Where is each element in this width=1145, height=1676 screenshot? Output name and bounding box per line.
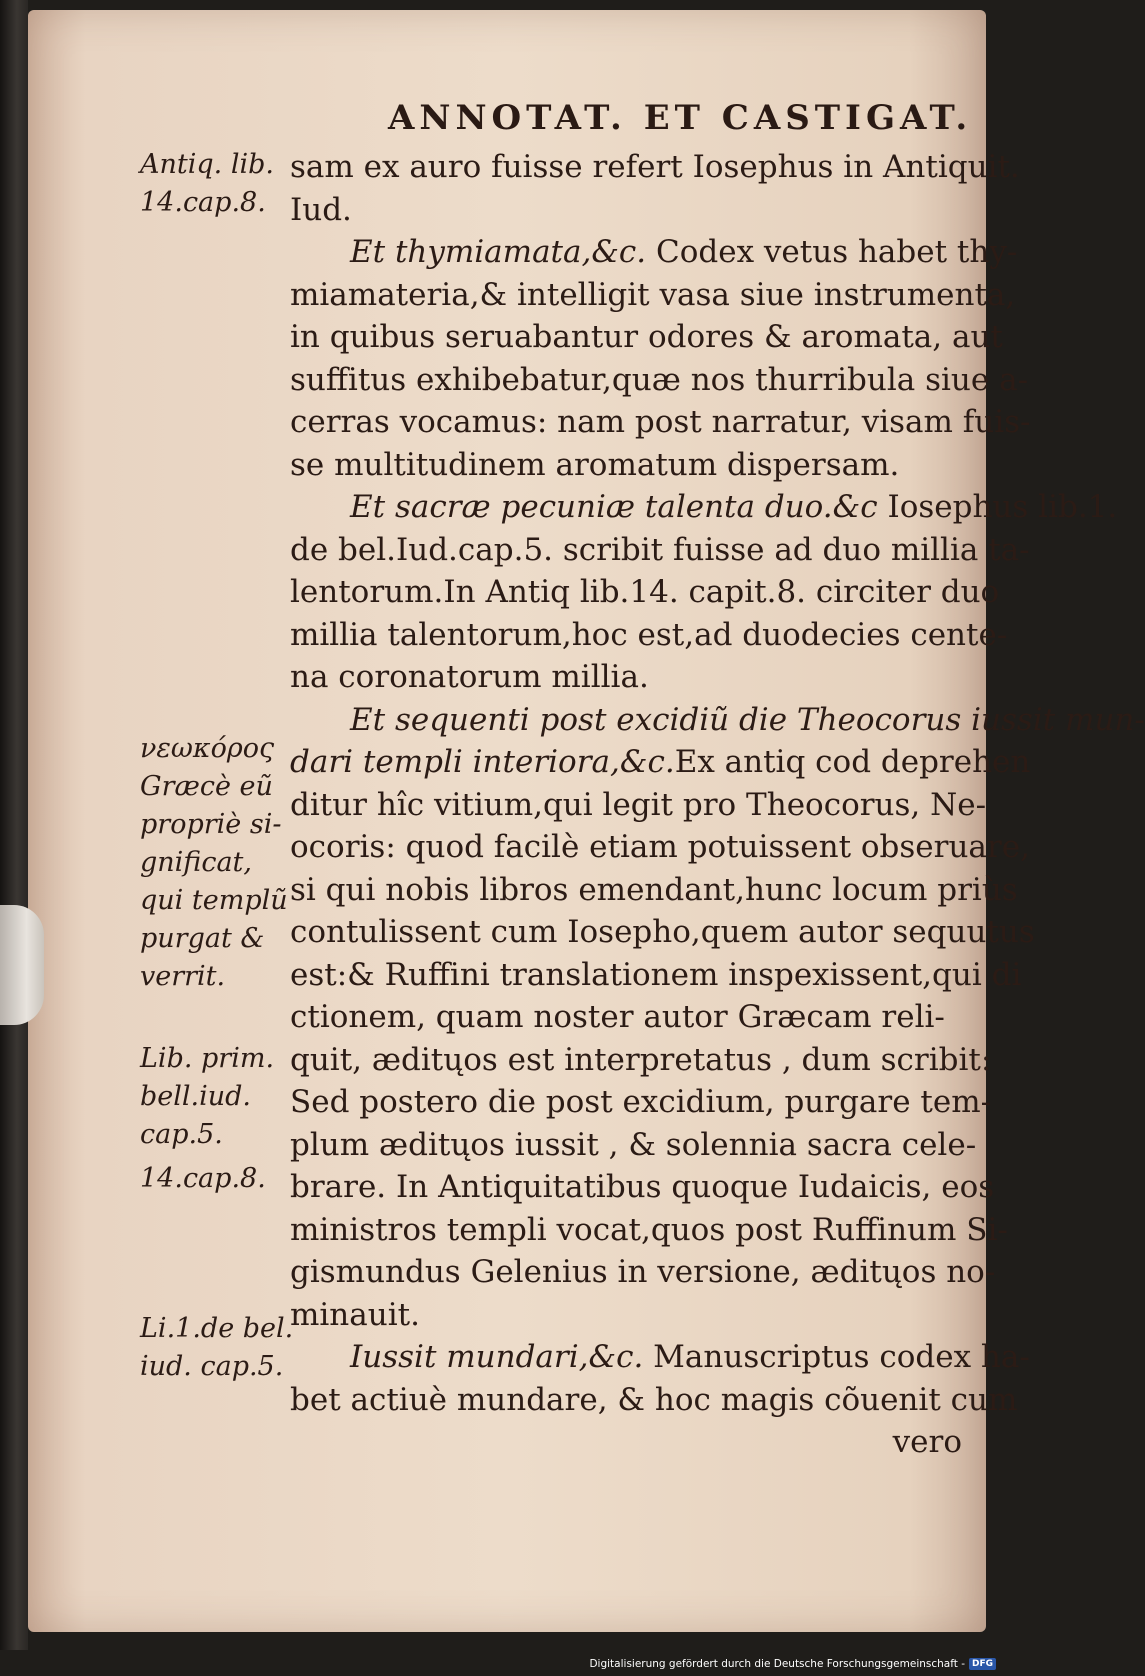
text-line: ditur hîc vitium,qui legit pro Theocorus, Ne-	[290, 786, 987, 823]
paragraph-1	[290, 146, 1020, 231]
margin-note-line: gnificat,	[140, 847, 252, 878]
text-line: se multitudinem aromatum dispersam.	[290, 446, 900, 483]
paragraph-3	[290, 486, 1118, 699]
text-line: suffitus exhibebatur,quæ nos thurribula siue a-	[290, 361, 1029, 398]
text-fragment: Ex antiq cod deprehen	[674, 744, 1031, 780]
text-line: contulissent cum Iosepho,quem autor sequutus	[290, 914, 1035, 950]
margin-note-line: Græcè eũ	[140, 771, 273, 802]
text-line: Iud.	[290, 191, 352, 228]
book-spine	[0, 0, 28, 1650]
margin-note-3	[140, 1040, 290, 1154]
main-text	[290, 146, 1145, 1464]
text-line: ocoris: quod facilè etiam potuissent obseruare,	[290, 829, 1030, 865]
margin-note-line: bell.iud.	[140, 1081, 252, 1112]
margin-note-line: 14.cap.8.	[140, 187, 266, 218]
text-fragment: Codex vetus habet thy-	[646, 234, 1018, 270]
text-line: est:& Ruffini translationem inspexissent,qui di	[290, 956, 1022, 993]
text-line: quit, æditųos est interpretatus , dum scribit:	[290, 1041, 992, 1078]
paragraph-lead: Iussit mundari,&c.	[350, 1339, 644, 1375]
footer-text: Digitalisierung gefördert durch die Deutsche Forschungsgemeinschaft -	[589, 1658, 965, 1670]
page-clip	[0, 905, 44, 1025]
text-line	[290, 486, 1118, 529]
text-line: Sed postero die post excidium, purgare tem-	[290, 1084, 992, 1120]
margin-note-line: 14.cap.8.	[140, 1163, 266, 1194]
text-line: millia talentorum,hoc est,ad duodecies cente-	[290, 616, 1008, 653]
text-line	[290, 1336, 1030, 1379]
text-fragment: Iosephus lib.1.	[877, 489, 1118, 525]
margin-note-2	[140, 730, 290, 996]
text-line	[290, 231, 1018, 274]
paragraph-lead: Et thymiamata,&c.	[350, 234, 647, 270]
text-line: cerras vocamus: nam post narratur, visam fuis-	[290, 404, 1031, 440]
text-line: ctionem, quam noster autor Græcam reli-	[290, 999, 945, 1035]
text-line: in quibus seruabantur odores & aromata, aut	[290, 319, 1003, 355]
margin-note-line: iud. cap.5.	[140, 1351, 284, 1382]
margin-note-line: Li.1.de bel.	[140, 1313, 294, 1344]
text-line: sam ex auro fuisse refert Iosephus in Antiquit.	[290, 149, 1020, 185]
text-line: miamateria,& intelligit vasa siue instrumenta,	[290, 276, 1016, 313]
paragraph-lead: Et sacræ pecuniæ talenta duo.&c	[350, 489, 878, 525]
text-line: plum æditųos iussit , & solennia sacra cele-	[290, 1126, 977, 1163]
text-line	[290, 741, 1031, 784]
text-fragment: Manuscriptus codex ha-	[643, 1339, 1030, 1375]
text-line: lentorum.In Antiq lib.14. capit.8. circiter duo	[290, 574, 1000, 610]
margin-note-line: verrit.	[140, 961, 226, 992]
margin-note-line: qui templũ	[140, 885, 288, 916]
margin-note-line: Lib. prim.	[140, 1043, 275, 1074]
margin-note-line: propriè si-	[140, 809, 282, 840]
text-line: minauit.	[290, 1296, 420, 1333]
paragraph-lead-continued: dari templi interiora,&c.	[290, 744, 675, 780]
paragraph-4	[290, 699, 1145, 1337]
margin-note-5	[140, 1310, 294, 1386]
paragraph-2	[290, 231, 1031, 486]
catchword: vero	[892, 1424, 962, 1460]
text-line: de bel.Iud.cap.5. scribit fuisse ad duo millia ta-	[290, 531, 1030, 568]
text-line: brare. In Antiquitatibus quoque Iudaicis, eos	[290, 1169, 995, 1205]
text-line: bet actiuè mundare, & hoc magis cõuenit cum	[290, 1381, 1018, 1418]
margin-note-line: Antiq. lib.	[140, 149, 274, 180]
text-line: gismundus Gelenius in versione, æditųos no-	[290, 1254, 996, 1290]
margin-note-line: purgat &	[140, 923, 265, 954]
text-line: ministros templi vocat,quos post Ruffinum Si-	[290, 1211, 1008, 1248]
footer-credit	[589, 1658, 996, 1670]
margin-note-1	[140, 146, 290, 222]
paragraph-5	[290, 1336, 1030, 1464]
margin-note-line: νεωκόρος	[140, 733, 275, 764]
running-header: ANNOTAT. ET CASTIGAT.	[388, 98, 973, 138]
text-line: si qui nobis libros emendant,hunc locum priùs	[290, 871, 1018, 908]
margin-note-4	[140, 1160, 290, 1198]
dfg-logo-icon: DFG	[969, 1658, 996, 1670]
paragraph-lead: Et sequenti post excidiũ die Theocorus iussit mun-	[350, 701, 1145, 738]
margin-note-line: cap.5.	[140, 1119, 223, 1150]
text-line: na coronatorum millia.	[290, 659, 649, 695]
